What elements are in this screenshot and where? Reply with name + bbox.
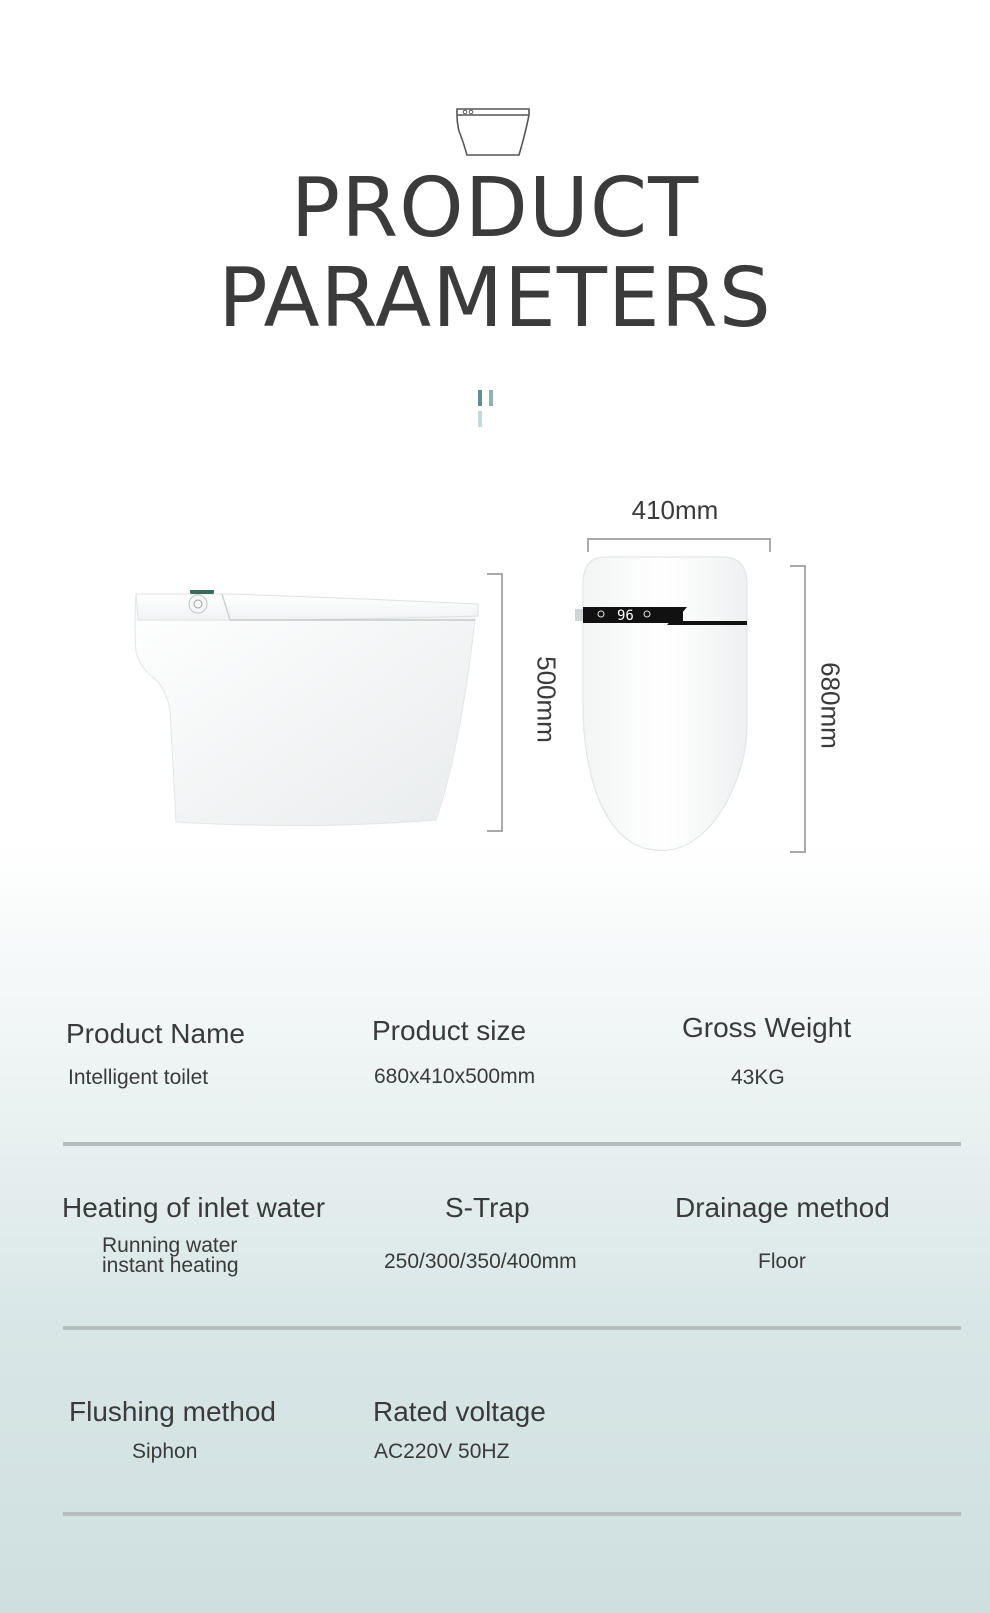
heating-value-line1: Running water	[102, 1234, 238, 1257]
row-divider-2	[63, 1326, 961, 1330]
row-divider-3	[63, 1512, 961, 1516]
drainage-label: Drainage method	[675, 1192, 890, 1223]
product-size-value: 680x410x500mm	[374, 1065, 536, 1088]
temperature-display: 96	[617, 608, 634, 624]
s-trap-value: 250/300/350/400mm	[384, 1250, 577, 1273]
length-dimension-label: 680mm	[815, 662, 846, 749]
toilet-top-view-image	[575, 555, 775, 865]
length-bracket	[790, 565, 806, 853]
page-title-line1: PRODUCT	[290, 161, 700, 256]
product-name-label: Product Name	[66, 1018, 245, 1049]
product-name-value: Intelligent toilet	[68, 1066, 209, 1089]
title-accent-bars	[478, 390, 508, 408]
s-trap-label: S-Trap	[445, 1192, 530, 1223]
gross-weight-label: Gross Weight	[682, 1012, 852, 1043]
row-divider-1	[63, 1142, 961, 1146]
heating-value-line2: instant heating	[102, 1254, 239, 1277]
flushing-label: Flushing method	[69, 1396, 277, 1427]
toilet-outline-icon	[455, 105, 535, 161]
toilet-side-view-image	[130, 590, 500, 850]
voltage-value: AC220V 50HZ	[374, 1440, 510, 1463]
heating-label: Heating of inlet water	[62, 1192, 326, 1223]
voltage-label: Rated voltage	[373, 1396, 546, 1427]
gross-weight-value: 43KG	[731, 1066, 785, 1089]
product-size-label: Product size	[372, 1015, 527, 1046]
flushing-value: Siphon	[132, 1440, 198, 1463]
drainage-value: Floor	[758, 1250, 806, 1273]
height-bracket	[487, 573, 503, 832]
width-bracket	[587, 538, 771, 552]
height-dimension-label: 500mm	[531, 656, 562, 743]
width-dimension-label: 410mm	[631, 495, 719, 525]
page-title-line2: PARAMETERS	[218, 251, 772, 346]
